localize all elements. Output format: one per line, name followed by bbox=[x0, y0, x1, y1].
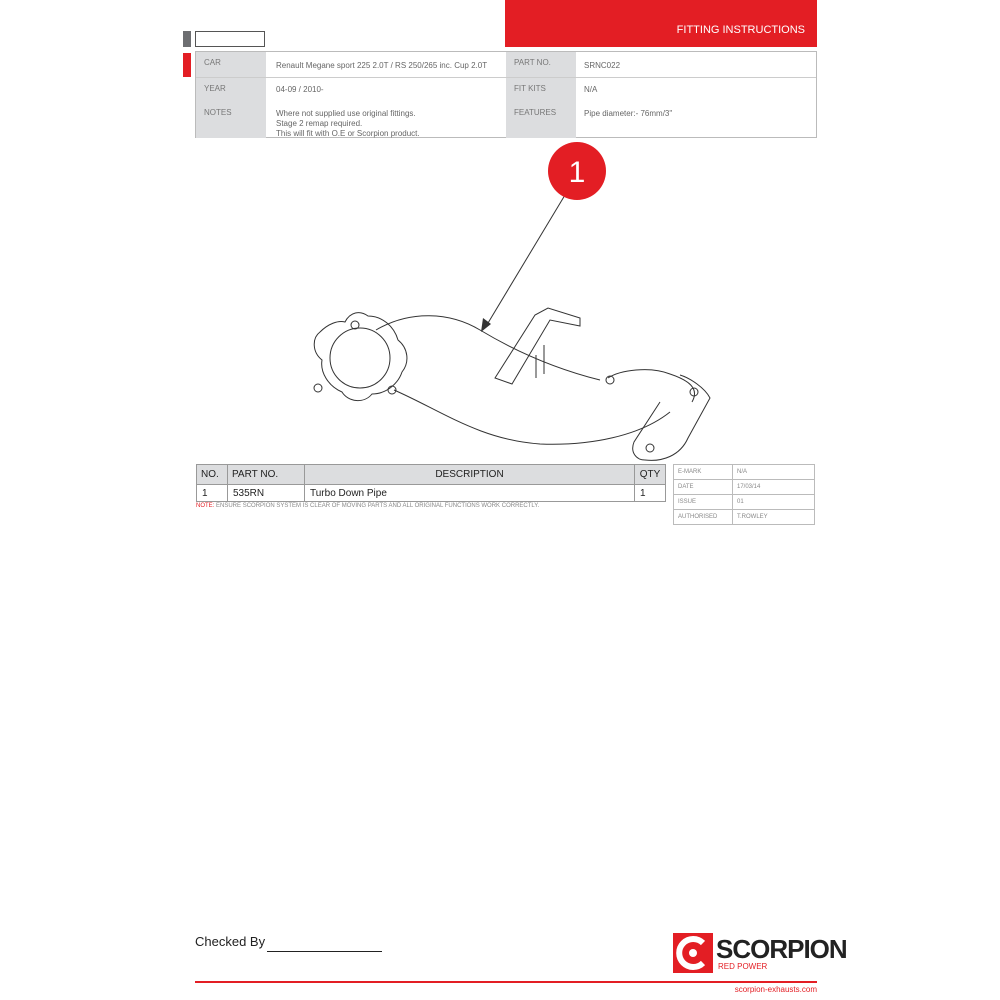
row-part-no: 535RN bbox=[228, 485, 305, 502]
bolt-hole bbox=[314, 384, 322, 392]
parts-table bbox=[196, 464, 666, 502]
features-value: Pipe diameter:- 76mm/3" bbox=[584, 109, 673, 118]
footer-rule bbox=[195, 981, 817, 983]
authorised-value: T.ROWLEY bbox=[733, 510, 815, 525]
right-flange bbox=[633, 375, 710, 460]
row-qty: 1 bbox=[635, 485, 666, 502]
features-label: FEATURES bbox=[514, 108, 557, 117]
date-label: DATE bbox=[674, 480, 733, 495]
fit-kits-label: FIT KITS bbox=[514, 84, 546, 93]
signature-line bbox=[267, 951, 382, 952]
notes-line: This will fit with O.E or Scorpion product. bbox=[276, 129, 420, 138]
notes-line: Stage 2 remap required. bbox=[276, 119, 363, 128]
callout-leader bbox=[485, 195, 565, 328]
header-no: NO. bbox=[197, 465, 228, 485]
brand-name: SCORPION bbox=[716, 934, 847, 964]
left-flange-bore bbox=[330, 328, 390, 388]
callout-number: 1 bbox=[568, 156, 586, 189]
website-link[interactable]: scorpion-exhausts.com bbox=[734, 985, 817, 994]
row-no: 1 bbox=[197, 485, 228, 502]
row-description: Turbo Down Pipe bbox=[305, 485, 635, 502]
checked-by-label: Checked By bbox=[195, 934, 266, 949]
bolt-hole bbox=[646, 444, 654, 452]
note-label: NOTE: bbox=[196, 503, 215, 509]
pipe-bottom-edge bbox=[394, 390, 670, 444]
bracket bbox=[495, 308, 580, 384]
safety-note bbox=[196, 503, 539, 509]
emark-label: E-MARK bbox=[674, 465, 733, 480]
header-qty: QTY bbox=[635, 465, 666, 485]
notes-value bbox=[276, 109, 420, 139]
car-value: Renault Megane sport 225 2.0T / RS 250/265 inc. Cup 2.0T bbox=[276, 61, 488, 70]
fit-kits-value: N/A bbox=[584, 85, 598, 94]
year-label-cell bbox=[196, 78, 266, 138]
year-value: 04-09 / 2010- bbox=[276, 85, 324, 94]
authorised-label: AUTHORISED bbox=[674, 510, 733, 525]
table-row bbox=[197, 485, 666, 502]
date-value: 17/03/14 bbox=[733, 480, 815, 495]
page-title: FITTING INSTRUCTIONS bbox=[676, 24, 805, 36]
issue-value: 01 bbox=[733, 495, 815, 510]
part-no-value: SRNC022 bbox=[584, 61, 621, 70]
note-text: ENSURE SCORPION SYSTEM IS CLEAR OF MOVING PARTS AND ALL ORIGINAL FUNCTIONS WORK CORRECTLY. bbox=[216, 503, 540, 509]
grey-marker bbox=[183, 31, 191, 47]
year-label: YEAR bbox=[204, 84, 226, 93]
meta-row bbox=[674, 465, 815, 480]
header-description: DESCRIPTION bbox=[305, 465, 635, 485]
meta-row bbox=[674, 480, 815, 495]
car-label: CAR bbox=[196, 52, 266, 78]
bolt-hole bbox=[351, 321, 359, 329]
notes-label: NOTES bbox=[204, 108, 232, 117]
meta-row bbox=[674, 510, 815, 525]
parts-table-header bbox=[197, 465, 666, 485]
left-flange bbox=[314, 313, 407, 401]
header-part-no: PART NO. bbox=[228, 465, 305, 485]
issue-label: ISSUE bbox=[674, 495, 733, 510]
fit-kits-label-cell bbox=[506, 78, 576, 138]
meta-row bbox=[674, 495, 815, 510]
meta-table bbox=[673, 464, 815, 525]
red-marker bbox=[183, 53, 191, 77]
blank-box bbox=[195, 31, 265, 47]
turbo-down-pipe-diagram bbox=[290, 140, 730, 470]
info-panel bbox=[195, 51, 817, 138]
part-no-label: PART NO. bbox=[506, 52, 576, 78]
scorpion-logo-icon bbox=[673, 933, 713, 973]
notes-line: Where not supplied use original fittings. bbox=[276, 109, 416, 118]
emark-value: N/A bbox=[733, 465, 815, 480]
brand-tagline: RED POWER bbox=[718, 962, 768, 971]
pipe-outlet-top bbox=[608, 370, 695, 402]
row-divider bbox=[196, 77, 816, 78]
